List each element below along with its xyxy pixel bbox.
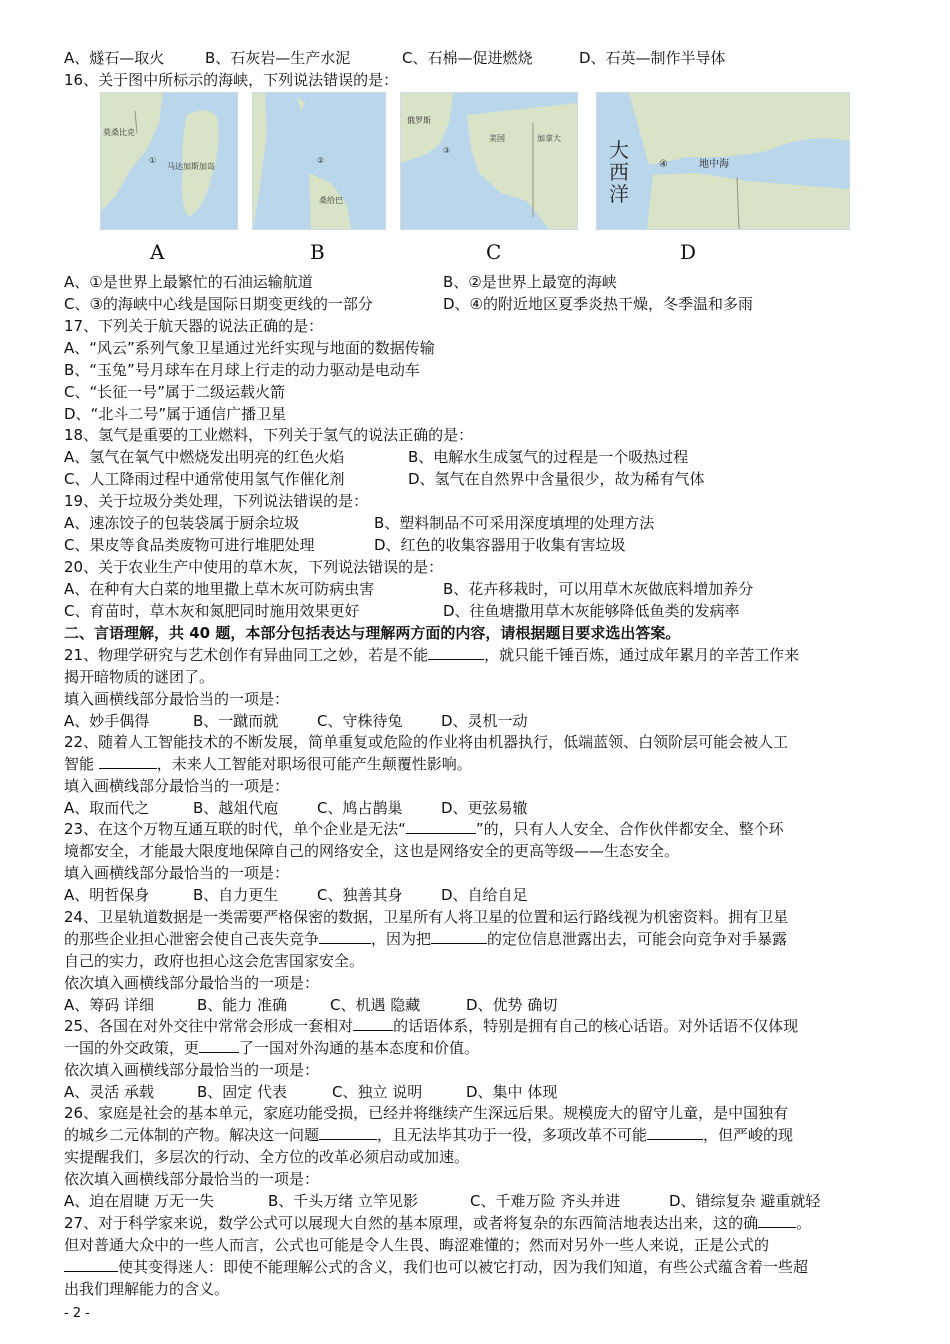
q21-blank xyxy=(428,644,484,660)
q27-line-4: 出我们理解能力的含义。 xyxy=(64,1280,230,1298)
q27-line-3 xyxy=(64,1256,808,1278)
q26-option-c: C、千难万险 齐头并进 xyxy=(470,1192,621,1210)
q22-line-2 xyxy=(64,753,472,775)
q15-option-c: C、石棉—促进燃烧 xyxy=(402,49,533,67)
map-letter-b: B xyxy=(310,240,325,264)
q16-option-c: C、③的海峡中心线是国际日期变更线的一部分 xyxy=(64,295,373,313)
map-b-graphic xyxy=(253,93,385,229)
q16-stem: 16、关于图中所标示的海峡，下列说法错误的是： xyxy=(64,71,399,89)
q23-ask: 填入画横线部分最恰当的一项是： xyxy=(64,864,290,882)
q21-option-b: B、一蹴而就 xyxy=(193,712,279,730)
q25-text-d: 了一国对外沟通的基本态度和价值。 xyxy=(239,1039,480,1057)
q19-option-d: D、红色的收集容器用于收集有害垃圾 xyxy=(374,536,626,554)
q17-option-b: B、“玉兔”号月球车在月球上行走的动力驱动是电动车 xyxy=(64,361,420,379)
q22-ask: 填入画横线部分最恰当的一项是： xyxy=(64,777,290,795)
q24-option-b: B、能力 准确 xyxy=(197,996,288,1014)
q16-option-a: A、①是世界上最繁忙的石油运输航道 xyxy=(64,273,313,291)
q25-line-1 xyxy=(64,1015,798,1037)
q22-text-a: 智能 xyxy=(64,755,95,773)
q22-text-b: ，未来人工智能对职场很可能产生颠覆性影响。 xyxy=(156,755,472,773)
map-a-island: 马达加斯加岛 xyxy=(167,162,215,171)
q23-text-a: 23、在这个万物互通互联的时代，单个企业是无法“ xyxy=(64,820,406,838)
q27-blank-1 xyxy=(758,1212,796,1228)
q23-blank xyxy=(406,818,476,834)
q24-text-c: 的定位信息泄露出去，可能会向竞争对手暴露 xyxy=(487,930,788,948)
q24-line-2 xyxy=(64,928,787,950)
q26-option-d: D、错综复杂 避重就轻 xyxy=(669,1192,821,1210)
q21-option-c: C、守株待兔 xyxy=(317,712,403,730)
q23-text-b: ”的，只有人人安全、合作伙伴都安全、整个环 xyxy=(475,820,784,838)
q27-text-b: 。 xyxy=(796,1214,812,1232)
q17-stem: 17、下列关于航天器的说法正确的是： xyxy=(64,317,324,335)
q21-ask: 填入画横线部分最恰当的一项是： xyxy=(64,690,290,708)
strait-maps xyxy=(100,92,890,232)
q25-option-b: B、固定 代表 xyxy=(197,1083,288,1101)
q23-line-1 xyxy=(64,818,784,840)
q24-blank-2 xyxy=(431,928,487,944)
q22-line-1: 22、随着人工智能技术的不断发展，简单重复或危险的作业将由机器执行，低端蓝领、白领阶层可能会被人工 xyxy=(64,733,789,751)
q21-text-b: ，就只能千锤百炼，通过成年累月的辛苦工作来 xyxy=(484,646,800,664)
q17-option-c: C、“长征一号”属于二级运载火箭 xyxy=(64,383,286,401)
q21-text-a: 21、物理学研究与艺术创作有异曲同工之妙，若是不能 xyxy=(64,646,429,664)
q21-option-d: D、灵机一动 xyxy=(441,712,528,730)
q18-option-b: B、电解水生成氢气的过程是一个吸热过程 xyxy=(408,448,689,466)
q22-blank xyxy=(99,753,157,769)
q26-option-a: A、迫在眉睫 万无一失 xyxy=(64,1192,215,1210)
q26-option-b: B、千头万绪 立竿见影 xyxy=(268,1192,419,1210)
q18-option-a: A、氢气在氧气中燃烧发出明亮的红色火焰 xyxy=(64,448,345,466)
q24-option-d: D、优势 确切 xyxy=(466,996,558,1014)
q15-option-a: A、燧石—取火 xyxy=(64,49,165,67)
q26-blank-2 xyxy=(647,1124,703,1140)
q20-option-c: C、育苗时，草木灰和氮肥同时施用效果更好 xyxy=(64,602,360,620)
q26-text-c: ，但严峻的现 xyxy=(703,1126,794,1144)
q17-option-d: D、“北斗二号”属于通信广播卫星 xyxy=(64,405,287,423)
map-a-country: 莫桑比克 xyxy=(103,128,135,137)
q25-option-c: C、独立 说明 xyxy=(332,1083,423,1101)
map-c-usa: 美国 xyxy=(489,134,505,143)
q16-option-d: D、④的附近地区夏季炎热干燥，冬季温和多雨 xyxy=(443,295,753,313)
q23-option-c: C、独善其身 xyxy=(317,886,403,904)
q26-line-1: 26、家庭是社会的基本单元，家庭功能受损，已经并将继续产生深远后果。规模庞大的留守儿童，是中国独有 xyxy=(64,1104,789,1122)
q24-text-b: ，因为把 xyxy=(371,930,432,948)
q25-text-a: 25、各国在对外交往中常常会形成一套相对 xyxy=(64,1017,354,1035)
q22-option-d: D、更弦易辙 xyxy=(441,799,528,817)
q18-option-d: D、氢气在自然界中含量很少，故为稀有气体 xyxy=(408,470,705,488)
q25-option-d: D、集中 体现 xyxy=(466,1083,558,1101)
q25-blank-1 xyxy=(353,1015,393,1031)
map-d-ocean-2: 西 xyxy=(609,160,629,184)
map-d-ocean-3: 洋 xyxy=(609,182,629,206)
q25-option-a: A、灵活 承载 xyxy=(64,1083,155,1101)
q26-text-b: ，且无法毕其功于一役，多项改革不可能 xyxy=(377,1126,648,1144)
map-d-marker: ④ xyxy=(659,159,668,170)
q20-option-d: D、往鱼塘撒用草木灰能够降低鱼类的发病率 xyxy=(443,602,740,620)
map-b-marker: ② xyxy=(317,156,325,165)
map-d xyxy=(596,92,850,230)
q23-line-2: 境都安全，才能最大限度地保障自己的网络安全，这也是网络安全的更高等级——生态安全。 xyxy=(64,842,680,860)
map-c-graphic xyxy=(401,93,577,229)
map-d-ocean-1: 大 xyxy=(609,138,629,162)
q18-stem: 18、氢气是重要的工业燃料，下列关于氢气的说法正确的是： xyxy=(64,426,474,444)
map-c xyxy=(400,92,578,230)
map-d-sea: 地中海 xyxy=(699,159,729,170)
q22-option-b: B、越俎代庖 xyxy=(193,799,279,817)
q21-line-1 xyxy=(64,644,799,666)
page-number: - 2 - xyxy=(64,1306,90,1321)
q20-stem: 20、关于农业生产中使用的草木灰，下列说法错误的是： xyxy=(64,558,444,576)
map-a-marker: ① xyxy=(149,156,157,165)
map-letter-d: D xyxy=(680,240,697,264)
map-c-russia: 俄罗斯 xyxy=(407,116,431,125)
q25-text-b: 的话语体系，特别是拥有自己的核心话语。对外话语不仅体现 xyxy=(393,1017,799,1035)
q20-option-a: A、在种有大白菜的地里撒上草木灰可防病虫害 xyxy=(64,580,375,598)
q27-text-c: 使其变得迷人：即使不能理解公式的含义，我们也可以被它打动，因为我们知道，有些公式蕴含着一些超 xyxy=(118,1258,809,1276)
q21-option-a: A、妙手偶得 xyxy=(64,712,150,730)
q15-option-d: D、石英—制作半导体 xyxy=(579,49,726,67)
q19-option-a: A、速冻饺子的包装袋属于厨余垃圾 xyxy=(64,514,300,532)
q23-option-b: B、自力更生 xyxy=(193,886,279,904)
q27-text-a: 27、对于科学家来说，数学公式可以展现大自然的基本原理，或者将复杂的东西简洁地表达出来，这的确 xyxy=(64,1214,759,1232)
q19-option-c: C、果皮等食品类废物可进行堆肥处理 xyxy=(64,536,315,554)
q26-line-2 xyxy=(64,1124,793,1146)
q25-blank-2 xyxy=(199,1037,239,1053)
map-a-graphic xyxy=(101,93,237,229)
q24-option-a: A、筹码 详细 xyxy=(64,996,155,1014)
q20-option-b: B、花卉移栽时，可以用草木灰做底料增加养分 xyxy=(443,580,754,598)
map-a xyxy=(100,92,238,230)
q19-stem: 19、关于垃圾分类处理，下列说法错误的是： xyxy=(64,492,369,510)
q27-line-1 xyxy=(64,1212,811,1234)
q23-option-a: A、明哲保身 xyxy=(64,886,150,904)
map-d-graphic xyxy=(597,93,849,229)
q26-text-a: 的城乡二元体制的产物。解决这一问题 xyxy=(64,1126,320,1144)
map-letter-c: C xyxy=(486,240,502,264)
q27-line-2: 但对普通大众中的一些人而言，公式也可能是令人生畏、晦涩难懂的；然而对另外一些人来说，正是公式的 xyxy=(64,1236,770,1254)
map-b xyxy=(252,92,386,230)
q24-text-a: 的那些企业担心泄密会使自己丧失竞争 xyxy=(64,930,320,948)
q21-line-2: 揭开暗物质的谜团了。 xyxy=(64,668,215,686)
map-c-marker: ③ xyxy=(443,146,451,155)
q23-option-d: D、自给自足 xyxy=(441,886,528,904)
q24-ask: 依次填入画横线部分最恰当的一项是： xyxy=(64,974,320,992)
q16-option-b: B、②是世界上最宽的海峡 xyxy=(443,273,617,291)
q18-option-c: C、人工降雨过程中通常使用氢气作催化剂 xyxy=(64,470,345,488)
q25-line-2 xyxy=(64,1037,479,1059)
q17-option-a: A、“风云”系列气象卫星通过光纤实现与地面的数据传输 xyxy=(64,339,435,357)
q15-option-b: B、石灰岩—生产水泥 xyxy=(205,49,351,67)
q24-line-1: 24、卫星轨道数据是一类需要严格保密的数据，卫星所有人将卫星的位置和运行路线视为机密资料。拥有卫星 xyxy=(64,908,789,926)
q24-blank-1 xyxy=(319,928,371,944)
map-letter-a: A xyxy=(150,240,165,264)
q25-ask: 依次填入画横线部分最恰当的一项是： xyxy=(64,1061,320,1079)
q25-text-c: 一国的外交政策，更 xyxy=(64,1039,200,1057)
map-b-place: 桑给巴 xyxy=(319,196,343,205)
q26-ask: 依次填入画横线部分最恰当的一项是： xyxy=(64,1170,320,1188)
q27-blank-2 xyxy=(64,1256,118,1272)
q24-option-c: C、机遇 隐藏 xyxy=(330,996,421,1014)
q24-line-3: 自己的实力，政府也担心这会危害国家安全。 xyxy=(64,952,365,970)
q19-option-b: B、塑料制品不可采用深度填埋的处理方法 xyxy=(374,514,655,532)
q22-option-c: C、鸠占鹊巢 xyxy=(317,799,403,817)
map-c-canada: 加拿大 xyxy=(537,134,561,143)
q26-line-3: 实提醒我们，多层次的行动、全方位的改革必须启动或加速。 xyxy=(64,1148,470,1166)
q26-blank-1 xyxy=(319,1124,377,1140)
q22-option-a: A、取而代之 xyxy=(64,799,150,817)
section-2-heading: 二、言语理解，共 40 题，本部分包括表达与理解两方面的内容，请根据题目要求选出答案。 xyxy=(64,624,681,642)
